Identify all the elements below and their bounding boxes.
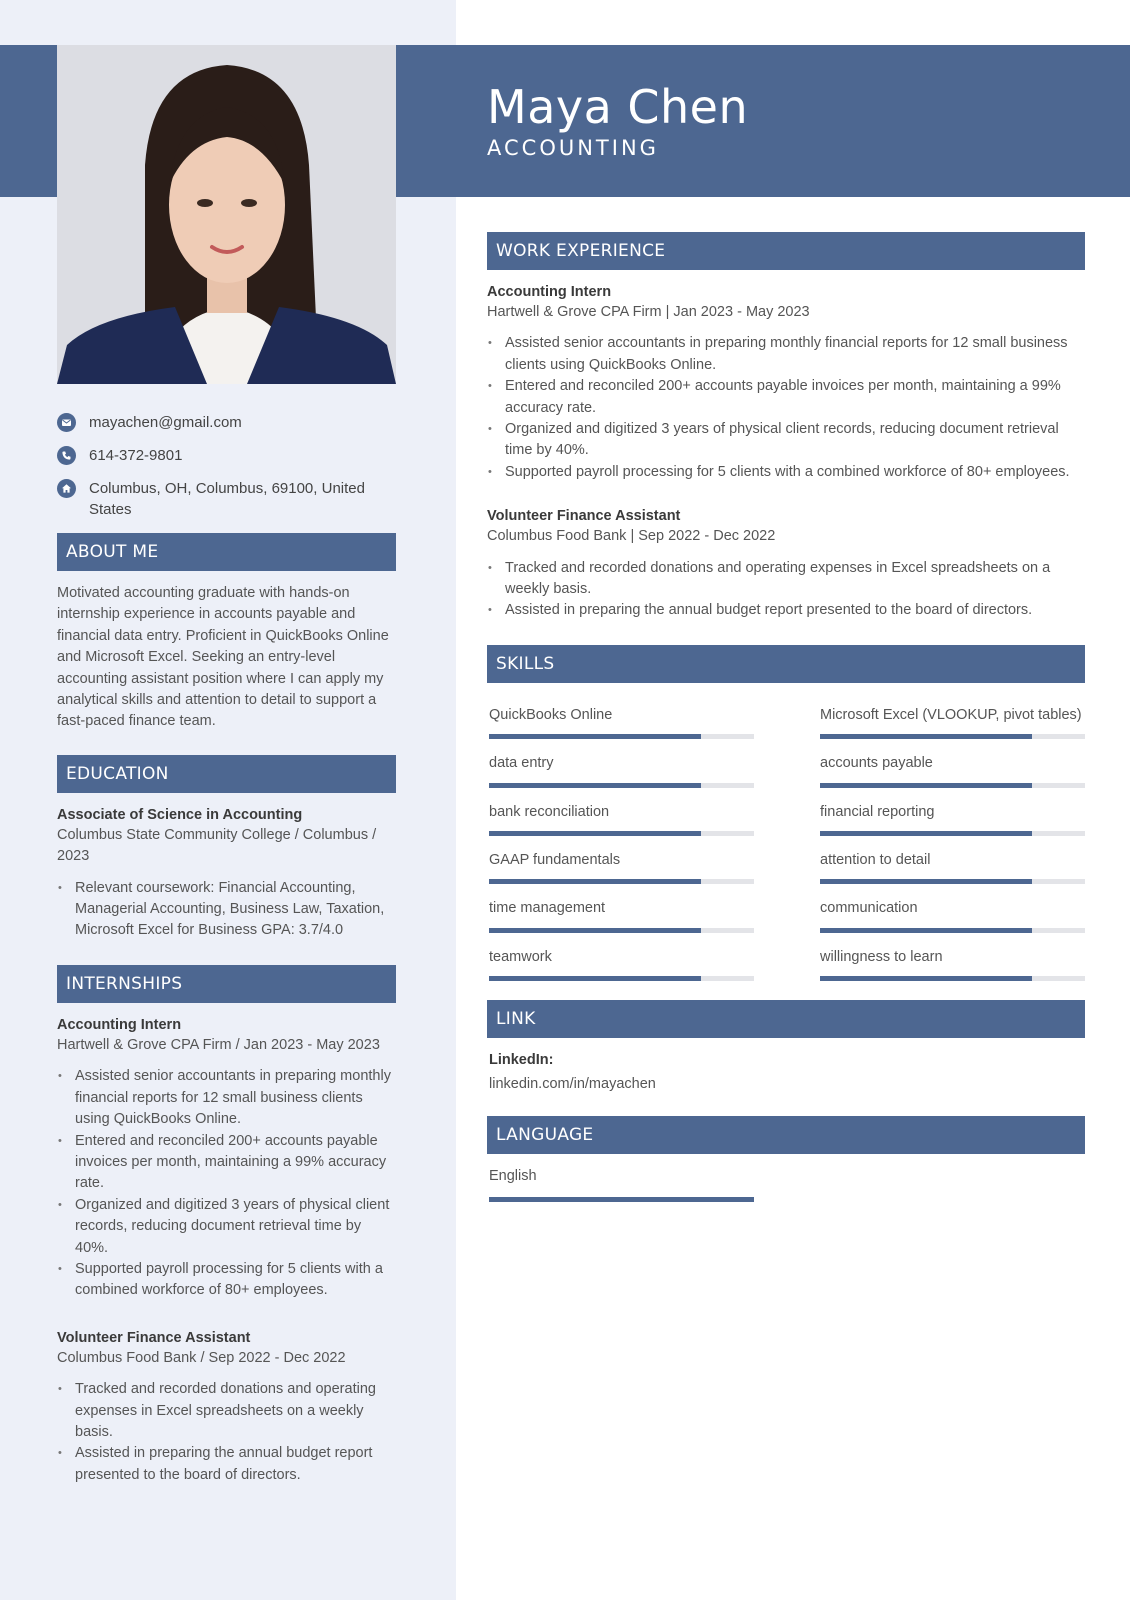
skill-name: QuickBooks Online bbox=[489, 706, 613, 723]
profile-photo bbox=[57, 45, 396, 384]
skill-name: GAAP fundamentals bbox=[489, 852, 621, 869]
link-heading: LINK bbox=[487, 1000, 1085, 1038]
list-item: • Organized and digitized 3 years of physical client records, reducing document retrieval time by 40%. bbox=[487, 419, 1085, 462]
work-title: Accounting Intern bbox=[487, 284, 612, 300]
skill-name: time management bbox=[489, 900, 606, 917]
skill-item bbox=[489, 739, 754, 787]
envelope-icon bbox=[57, 413, 76, 432]
about-heading: ABOUT ME bbox=[57, 533, 396, 571]
contact-phone bbox=[57, 445, 396, 466]
list-item: • Assisted in preparing the annual budget report presented to the board of directors. bbox=[487, 600, 1085, 621]
list-item: • Assisted in preparing the annual budget report presented to the board of directors. bbox=[57, 1443, 396, 1486]
skill-name: accounts payable bbox=[820, 755, 933, 772]
education-school: Columbus State Community College / Columbus / 2023 bbox=[57, 826, 377, 865]
skill-level-fill bbox=[489, 976, 701, 981]
work-sub: Hartwell & Grove CPA Firm | Jan 2023 - May 2023 bbox=[487, 304, 810, 320]
language-name: English bbox=[489, 1167, 537, 1184]
language-item bbox=[487, 1166, 1085, 1202]
skill-item bbox=[820, 836, 1085, 884]
education-entry bbox=[57, 805, 396, 942]
skill-item bbox=[820, 933, 1085, 981]
home-icon bbox=[57, 479, 76, 498]
list-item: • Assisted senior accountants in preparing monthly financial reports for 12 small business clients using QuickBooks Online. bbox=[487, 333, 1085, 376]
contact-email bbox=[57, 412, 396, 433]
education-heading: EDUCATION bbox=[57, 755, 396, 793]
internship-entry bbox=[57, 1015, 396, 1302]
work-bullets bbox=[487, 333, 1085, 483]
internship-title: Volunteer Finance Assistant bbox=[57, 1329, 251, 1346]
skill-item bbox=[820, 884, 1085, 932]
language-level-bar bbox=[489, 1197, 754, 1202]
work-entry bbox=[487, 282, 1085, 483]
contact-address bbox=[57, 478, 396, 520]
candidate-name: Maya Chen bbox=[487, 80, 749, 134]
work-title: Volunteer Finance Assistant bbox=[487, 508, 681, 525]
left-column bbox=[57, 412, 396, 1486]
linkedin-link[interactable]: linkedin.com/in/mayachen bbox=[489, 1076, 656, 1093]
internships-heading: INTERNSHIPS bbox=[57, 965, 396, 1003]
skill-item bbox=[489, 691, 754, 739]
list-item: • Organized and digitized 3 years of physical client records, reducing document retrieval time by 40%. bbox=[57, 1195, 396, 1259]
skill-level-bar bbox=[489, 976, 754, 981]
work-sub: Columbus Food Bank | Sep 2022 - Dec 2022 bbox=[487, 528, 776, 545]
list-item: • Supported payroll processing for 5 clients with a combined workforce of 80+ employees. bbox=[487, 462, 1085, 483]
skill-item bbox=[489, 884, 754, 932]
list-item: • Supported payroll processing for 5 clients with a combined workforce of 80+ employees. bbox=[57, 1259, 396, 1302]
internship-title: Accounting Intern bbox=[57, 1016, 182, 1033]
skill-name: data entry bbox=[489, 755, 554, 772]
skill-item bbox=[489, 933, 754, 981]
skill-name: attention to detail bbox=[820, 852, 931, 869]
candidate-role: ACCOUNTING bbox=[487, 136, 659, 160]
skill-name: financial reporting bbox=[820, 803, 935, 820]
contact-phone-text: 614-372-9801 bbox=[89, 447, 183, 464]
skill-item bbox=[820, 788, 1085, 836]
internship-sub: Columbus Food Bank / Sep 2022 - Dec 2022 bbox=[57, 1349, 346, 1366]
phone-icon bbox=[57, 446, 76, 465]
skill-item bbox=[489, 788, 754, 836]
about-text: Motivated accounting graduate with hands-on internship experience in accounts payable and financial data entry. Proficient in QuickBooks Online and Microsoft Excel. Seeking an entry-level accounting assistant position where I can apply my analytical skills and attention to detail to support a fast-paced finance team. bbox=[57, 585, 389, 730]
list-item: • Entered and reconciled 200+ accounts payable invoices per month, maintaining a 99% accuracy rate. bbox=[487, 376, 1085, 419]
language-level-fill bbox=[489, 1197, 754, 1202]
right-column bbox=[487, 232, 1085, 1202]
internship-entry bbox=[57, 1328, 396, 1486]
internship-sub: Hartwell & Grove CPA Firm / Jan 2023 - May 2023 bbox=[57, 1036, 380, 1053]
skill-name: willingness to learn bbox=[820, 948, 943, 965]
internship-bullets bbox=[57, 1379, 396, 1486]
skill-name: bank reconciliation bbox=[489, 803, 610, 820]
skill-item bbox=[489, 836, 754, 884]
skill-item bbox=[820, 691, 1085, 739]
list-item: • Relevant coursework: Financial Accounting, Managerial Accounting, Business Law, Taxation, Microsoft Excel for Business GPA: 3.7/4.0 bbox=[57, 878, 396, 942]
list-item: • Entered and reconciled 200+ accounts payable invoices per month, maintaining a 99% accuracy rate. bbox=[57, 1131, 396, 1195]
skill-name: Microsoft Excel (VLOOKUP, pivot tables) bbox=[820, 706, 1082, 723]
work-entry bbox=[487, 506, 1085, 622]
skill-item bbox=[820, 739, 1085, 787]
contact-address-text: Columbus, OH, Columbus, 69100, United States bbox=[89, 480, 365, 518]
list-item: • Tracked and recorded donations and operating expenses in Excel spreadsheets on a weekly basis. bbox=[57, 1379, 396, 1443]
work-heading: WORK EXPERIENCE bbox=[487, 232, 1085, 270]
work-bullets bbox=[487, 558, 1085, 622]
skill-name: teamwork bbox=[489, 948, 552, 965]
education-degree: Associate of Science in Accounting bbox=[57, 806, 303, 823]
language-heading: LANGUAGE bbox=[487, 1116, 1085, 1154]
skill-level-fill bbox=[820, 976, 1032, 981]
contact-email-text: mayachen@gmail.com bbox=[89, 414, 242, 431]
list-item: • Tracked and recorded donations and operating expenses in Excel spreadsheets on a weekly basis. bbox=[487, 558, 1085, 601]
link-block bbox=[487, 1050, 1085, 1095]
link-label: LinkedIn: bbox=[489, 1052, 554, 1069]
skill-name: communication bbox=[820, 900, 918, 917]
skills-grid bbox=[487, 691, 1085, 981]
skill-level-bar bbox=[820, 976, 1085, 981]
skills-heading: SKILLS bbox=[487, 645, 1085, 683]
internship-bullets bbox=[57, 1066, 396, 1301]
list-item: • Assisted senior accountants in preparing monthly financial reports for 12 small business clients using QuickBooks Online. bbox=[57, 1066, 396, 1130]
education-bullets bbox=[57, 878, 396, 942]
